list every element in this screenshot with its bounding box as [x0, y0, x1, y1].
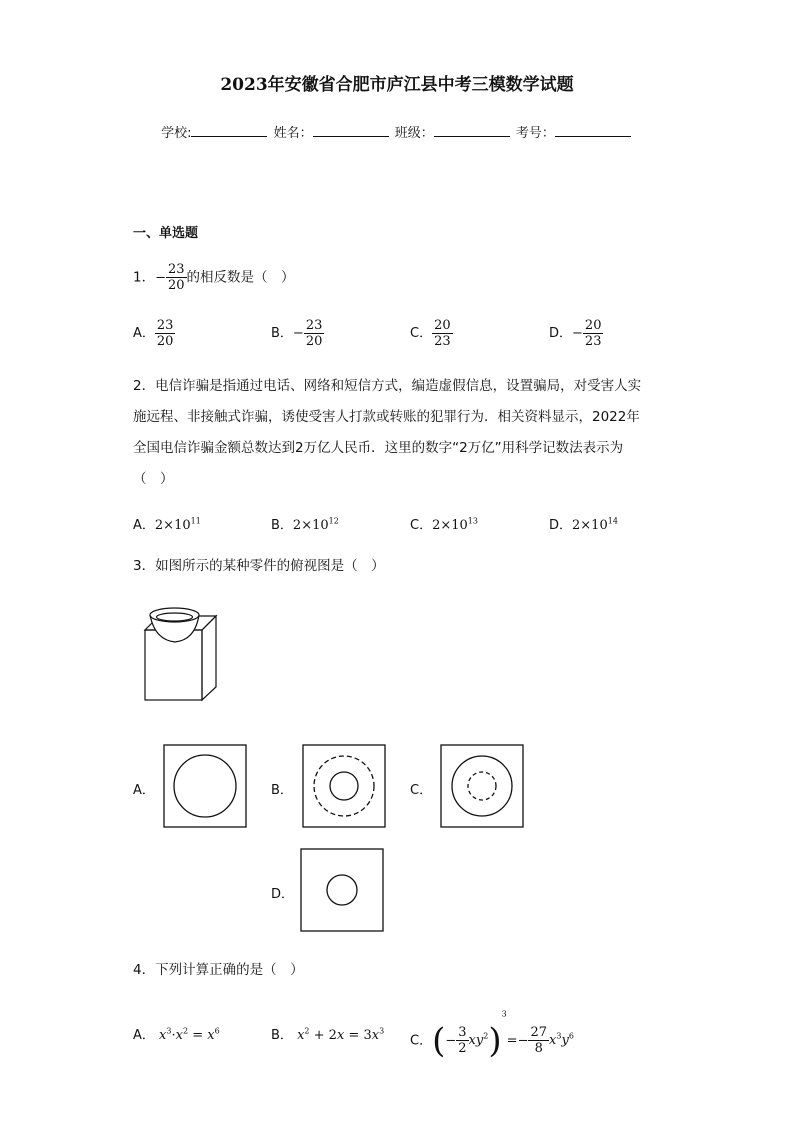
sci-base: 2×10	[154, 518, 191, 533]
question-4: 4．下列计算正确的是（ ）	[133, 962, 304, 978]
exam-no-blank[interactable]	[555, 123, 631, 137]
option-fraction	[304, 318, 325, 349]
name-blank[interactable]	[313, 123, 389, 137]
inner-circle	[327, 875, 357, 905]
question-1	[133, 262, 295, 294]
q3-option-a-label: A．	[133, 783, 155, 798]
option-fraction	[432, 318, 453, 349]
fraction-num: 27	[530, 1025, 548, 1041]
page-title: 2023年安徽省合肥市庐江县中考三模数学试题	[220, 75, 574, 95]
option-sign: −	[572, 326, 583, 341]
dashed-outer-circle	[314, 756, 374, 816]
square-outline	[441, 745, 523, 827]
fraction-num: 3	[458, 1025, 467, 1041]
q3-option-c-label: C．	[410, 783, 433, 798]
question-2	[133, 371, 663, 495]
q3-option-b-label: B．	[271, 783, 293, 798]
q3-option-c-figure[interactable]	[440, 744, 524, 828]
option-label: B．	[271, 518, 293, 533]
q3-option-b-figure[interactable]	[302, 744, 386, 828]
fraction-num: 20	[584, 318, 602, 333]
outer-circle	[174, 755, 236, 817]
fraction-den: 20	[305, 334, 323, 349]
fraction-num: 20	[434, 318, 451, 333]
right-paren: )	[488, 1020, 502, 1061]
bowl-rim	[150, 608, 199, 622]
square-outline	[301, 849, 383, 931]
q2-line: 施远程、非接触式诈骗，诱使受害人打款或转账的犯罪行为．相关资料显示，2022年	[133, 409, 640, 425]
option-label: B．	[271, 1028, 293, 1043]
q1-option-a[interactable]	[133, 318, 175, 349]
student-info-line	[0, 122, 794, 141]
option-label: C．	[410, 326, 433, 341]
school-blank[interactable]	[191, 123, 267, 137]
option-label: D．	[549, 326, 573, 341]
name-label: 姓名：	[273, 126, 313, 141]
left-paren: (	[432, 1020, 446, 1061]
q1-fraction-den: 20	[168, 278, 185, 293]
fraction-num: 23	[305, 318, 323, 333]
option-value	[432, 518, 478, 533]
q4-option-a[interactable]	[133, 1024, 220, 1043]
fraction-den: 20	[156, 334, 174, 349]
sci-exponent: 11	[190, 516, 201, 526]
option-label: D．	[549, 518, 573, 533]
sci-base: 2×10	[292, 518, 329, 533]
q2-line: （ ）	[133, 471, 174, 487]
fraction-den: 23	[584, 334, 602, 349]
q4-option-c[interactable]	[410, 1010, 574, 1061]
q4-option-b-expression: $x^2 + 2x = 3x^3$	[297, 1026, 385, 1043]
fraction-den: 2	[458, 1041, 467, 1057]
option-value	[155, 518, 201, 533]
option-sign: −	[292, 326, 304, 341]
fraction-num: 23	[156, 318, 174, 333]
c-equals-minus: =−	[506, 1033, 529, 1049]
q2-line: 2．电信诈骗是指通过电话、网络和短信方式，编造虚假信息，设置骗局，对受害人实	[133, 378, 642, 394]
sci-exponent: 13	[467, 516, 478, 526]
q1-option-c[interactable]	[410, 318, 453, 349]
q1-minus: −	[155, 270, 166, 286]
cube-side-face	[202, 616, 216, 700]
c-minus: −	[445, 1033, 457, 1049]
option-label: B．	[271, 326, 293, 341]
q2-option-d[interactable]	[549, 514, 618, 533]
c-fraction	[456, 1025, 468, 1056]
q4-option-a-expression: $x^3\cdot x^2 = x^6$	[159, 1026, 220, 1043]
c-rhs-term: $x^3y^6$	[549, 1032, 574, 1049]
q3-option-d-figure[interactable]	[300, 848, 384, 932]
q1-text: 的相反数是（ ）	[186, 269, 295, 286]
option-value	[293, 518, 339, 533]
class-blank[interactable]	[434, 123, 510, 137]
part-3d-figure	[133, 605, 223, 705]
inner-circle	[330, 772, 358, 800]
fraction-den: 23	[434, 334, 451, 349]
q4-option-b[interactable]	[271, 1024, 384, 1043]
sci-base: 2×10	[572, 518, 608, 533]
q3-option-d-label: D．	[271, 887, 295, 902]
sci-exponent: 14	[607, 516, 618, 526]
c-rhs-fraction	[528, 1025, 549, 1056]
c-outer-exponent: 3	[501, 1010, 507, 1019]
option-fraction	[583, 318, 604, 349]
q3-option-a-figure[interactable]	[163, 744, 247, 828]
outer-circle	[452, 756, 512, 816]
sci-exponent: 12	[328, 516, 339, 526]
dashed-inner-circle	[468, 772, 496, 800]
section-heading: 一、单选题	[133, 226, 199, 241]
q1-fraction	[166, 262, 187, 293]
square-outline	[303, 745, 385, 827]
option-label: A．	[133, 1028, 155, 1043]
fraction-den: 8	[534, 1041, 543, 1057]
option-fraction	[155, 318, 176, 349]
question-3: 3．如图所示的某种零件的俯视图是（ ）	[133, 558, 385, 574]
school-label: 学校:	[161, 126, 192, 141]
option-label: A．	[133, 326, 155, 341]
q2-option-b[interactable]	[271, 514, 339, 533]
q1-number: 1．	[133, 269, 156, 286]
q1-option-b[interactable]	[271, 318, 324, 349]
q2-option-c[interactable]	[410, 514, 478, 533]
sci-base: 2×10	[432, 518, 468, 533]
q1-option-d[interactable]	[549, 318, 603, 349]
class-label: 班级：	[394, 126, 434, 141]
square-outline	[164, 745, 246, 827]
option-label: C．	[410, 518, 433, 533]
exam-no-label: 考号：	[515, 126, 555, 141]
c-term: $xy^2$	[468, 1032, 489, 1049]
option-label: A．	[133, 518, 155, 533]
q2-line: 全国电信诈骗金额总数达到2万亿人民币．这里的数字“2万亿”用科学记数法表示为	[133, 440, 624, 456]
option-value	[572, 518, 618, 533]
q2-option-a[interactable]	[133, 514, 201, 533]
option-label: C．	[410, 1033, 433, 1049]
q1-fraction-num: 23	[168, 262, 185, 277]
